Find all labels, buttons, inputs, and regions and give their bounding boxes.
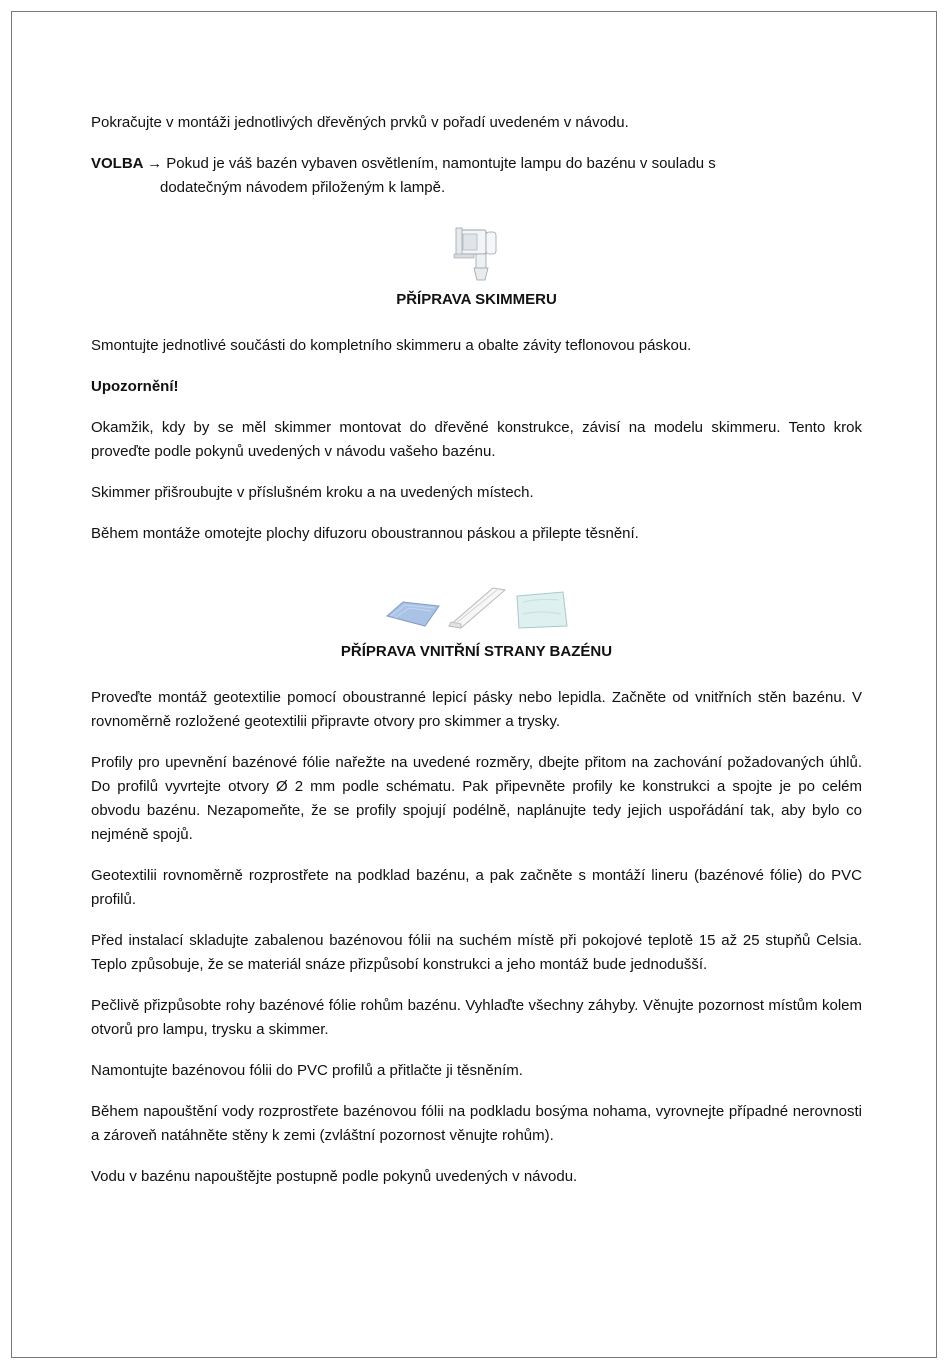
geotextile-icon bbox=[513, 590, 569, 630]
skimmer-heading: PŘÍPRAVA SKIMMERU bbox=[396, 291, 557, 308]
interior-paragraph-8: Vodu v bazénu napouštějte postupně podle pokynů uvedených v návodu. bbox=[91, 1168, 578, 1185]
warning-label: Upozornění! bbox=[91, 378, 179, 395]
interior-heading: PŘÍPRAVA VNITŘNÍ STRANY BAZÉNU bbox=[340, 643, 613, 660]
interior-paragraph-1: Proveďte montáž geotextilie pomocí oboustranné lepicí pásky nebo lepidla. Začněte od vnitřních stěn bazénu. V rovnoměrně rozložené geotextilii připravte otvory pro skimmer a trysky. bbox=[91, 689, 862, 730]
interior-paragraph-5: Pečlivě přizpůsobte rohy bazénové fólie rohům bazénu. Vyhlaďte všechny záhyby. Věnujte pozornost místům kolem otvorů pro lampu, trysku a skimmer. bbox=[91, 997, 862, 1038]
document-content bbox=[91, 111, 862, 1206]
skimmer-paragraph-2: Okamžik, kdy by se měl skimmer montovat do dřevěné konstrukce, závisí na modelu skimmeru. Tento krok proveďte podle pokynů uvedených v návodu vašeho bazénu. bbox=[91, 419, 862, 460]
volba-note bbox=[91, 152, 862, 176]
interior-paragraph-7: Během napouštění vody rozprostřete bazénovou fólii na podkladu bosýma nohama, vyrovnejte případné nerovnosti a zároveň natáhněte stěny k zemi (zvláštní pozornost věnujte rohům). bbox=[91, 1103, 862, 1144]
interior-paragraph-3: Geotextilii rovnoměrně rozprostřete na podklad bazénu, a pak začněte s montáží lineru (bazénové fólie) do PVC profilů. bbox=[91, 867, 862, 908]
liner-icon bbox=[385, 594, 441, 630]
volba-text: Pokud je váš bazén vybaven osvětlením, namontujte lampu do bazénu v souladu s bbox=[162, 155, 716, 172]
interior-paragraph-6: Namontujte bazénovou fólii do PVC profilů a přitlačte ji těsněním. bbox=[91, 1062, 523, 1079]
interior-images bbox=[91, 586, 862, 630]
profile-icon bbox=[447, 586, 507, 630]
volba-note-continued: dodatečným návodem přiloženým k lampě. bbox=[160, 179, 446, 196]
volba-label: VOLBA → bbox=[91, 155, 163, 172]
interior-paragraph-4: Před instalací skladujte zabalenou bazénovou fólii na suchém místě při pokojové teplotě 15 až 25 stupňů Celsia. Teplo způsobuje, že se materiál snáze přizpůsobí konstrukci a jeho montáž bude jednodušší. bbox=[91, 932, 862, 973]
skimmer-paragraph-3: Skimmer přišroubujte v příslušném kroku a na uvedených místech. bbox=[91, 484, 534, 501]
interior-paragraph-2: Profily pro upevnění bazénové fólie nařežte na uvedené rozměry, dbejte přitom na zachování požadovaných úhlů. Do profilů vyvrtejte otvory Ø 2 mm podle schématu. Pak připevněte profily ke konstrukci a spojte je po celém obvodu bazénu. Nezapomeňte, že se profily spojují podélně, naplánujte tedy jejich uspořádání tak, aby bylo co nejméně spojů. bbox=[91, 754, 862, 843]
skimmer-paragraph-1: Smontujte jednotlivé součásti do kompletního skimmeru a obalte závity teflonovou páskou. bbox=[91, 337, 692, 354]
skimmer-icon bbox=[452, 226, 502, 282]
skimmer-paragraph-4: Během montáže omotejte plochy difuzoru oboustrannou páskou a přilepte těsnění. bbox=[91, 525, 639, 542]
intro-paragraph: Pokračujte v montáži jednotlivých dřevěných prvků v pořadí uvedeném v návodu. bbox=[91, 114, 629, 131]
